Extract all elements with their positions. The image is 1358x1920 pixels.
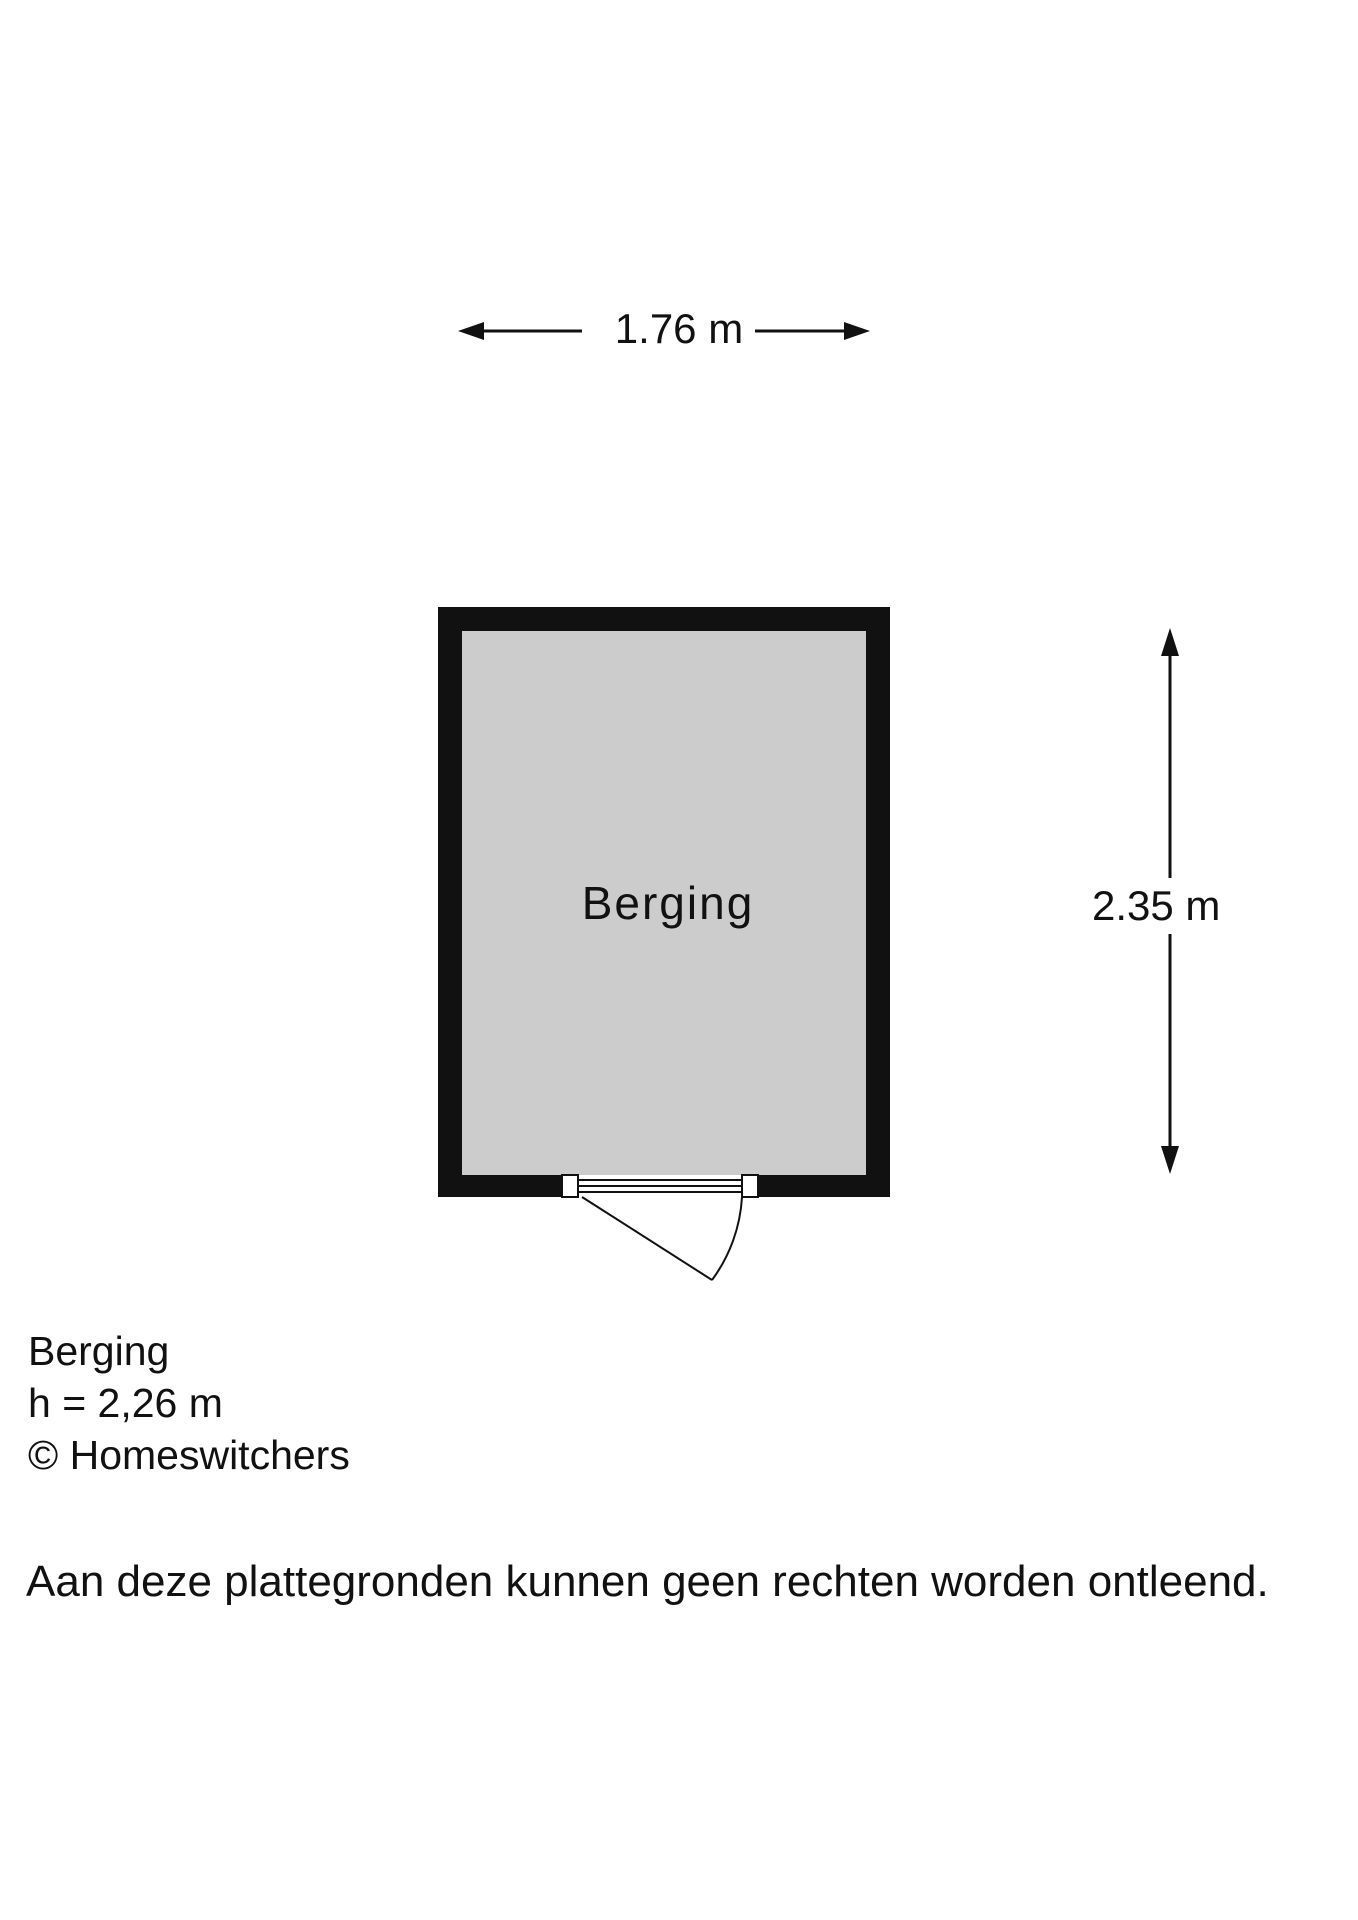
floorplan-info xyxy=(28,1325,350,1481)
info-ceiling-height: h = 2,26 m xyxy=(28,1380,223,1426)
door xyxy=(562,1175,758,1280)
info-room-name: Berging xyxy=(28,1328,170,1374)
height-dimension-label: 2.35 m xyxy=(1090,878,1222,934)
door-swing-arc xyxy=(712,1197,742,1280)
width-dimension-label: 1.76 m xyxy=(0,305,1358,353)
door-leaf xyxy=(582,1197,712,1280)
disclaimer-text: Aan deze plattegronden kunnen geen rechten worden ontleend. xyxy=(26,1557,1269,1606)
info-copyright: © Homeswitchers xyxy=(28,1432,350,1478)
room-label: Berging xyxy=(581,877,755,929)
